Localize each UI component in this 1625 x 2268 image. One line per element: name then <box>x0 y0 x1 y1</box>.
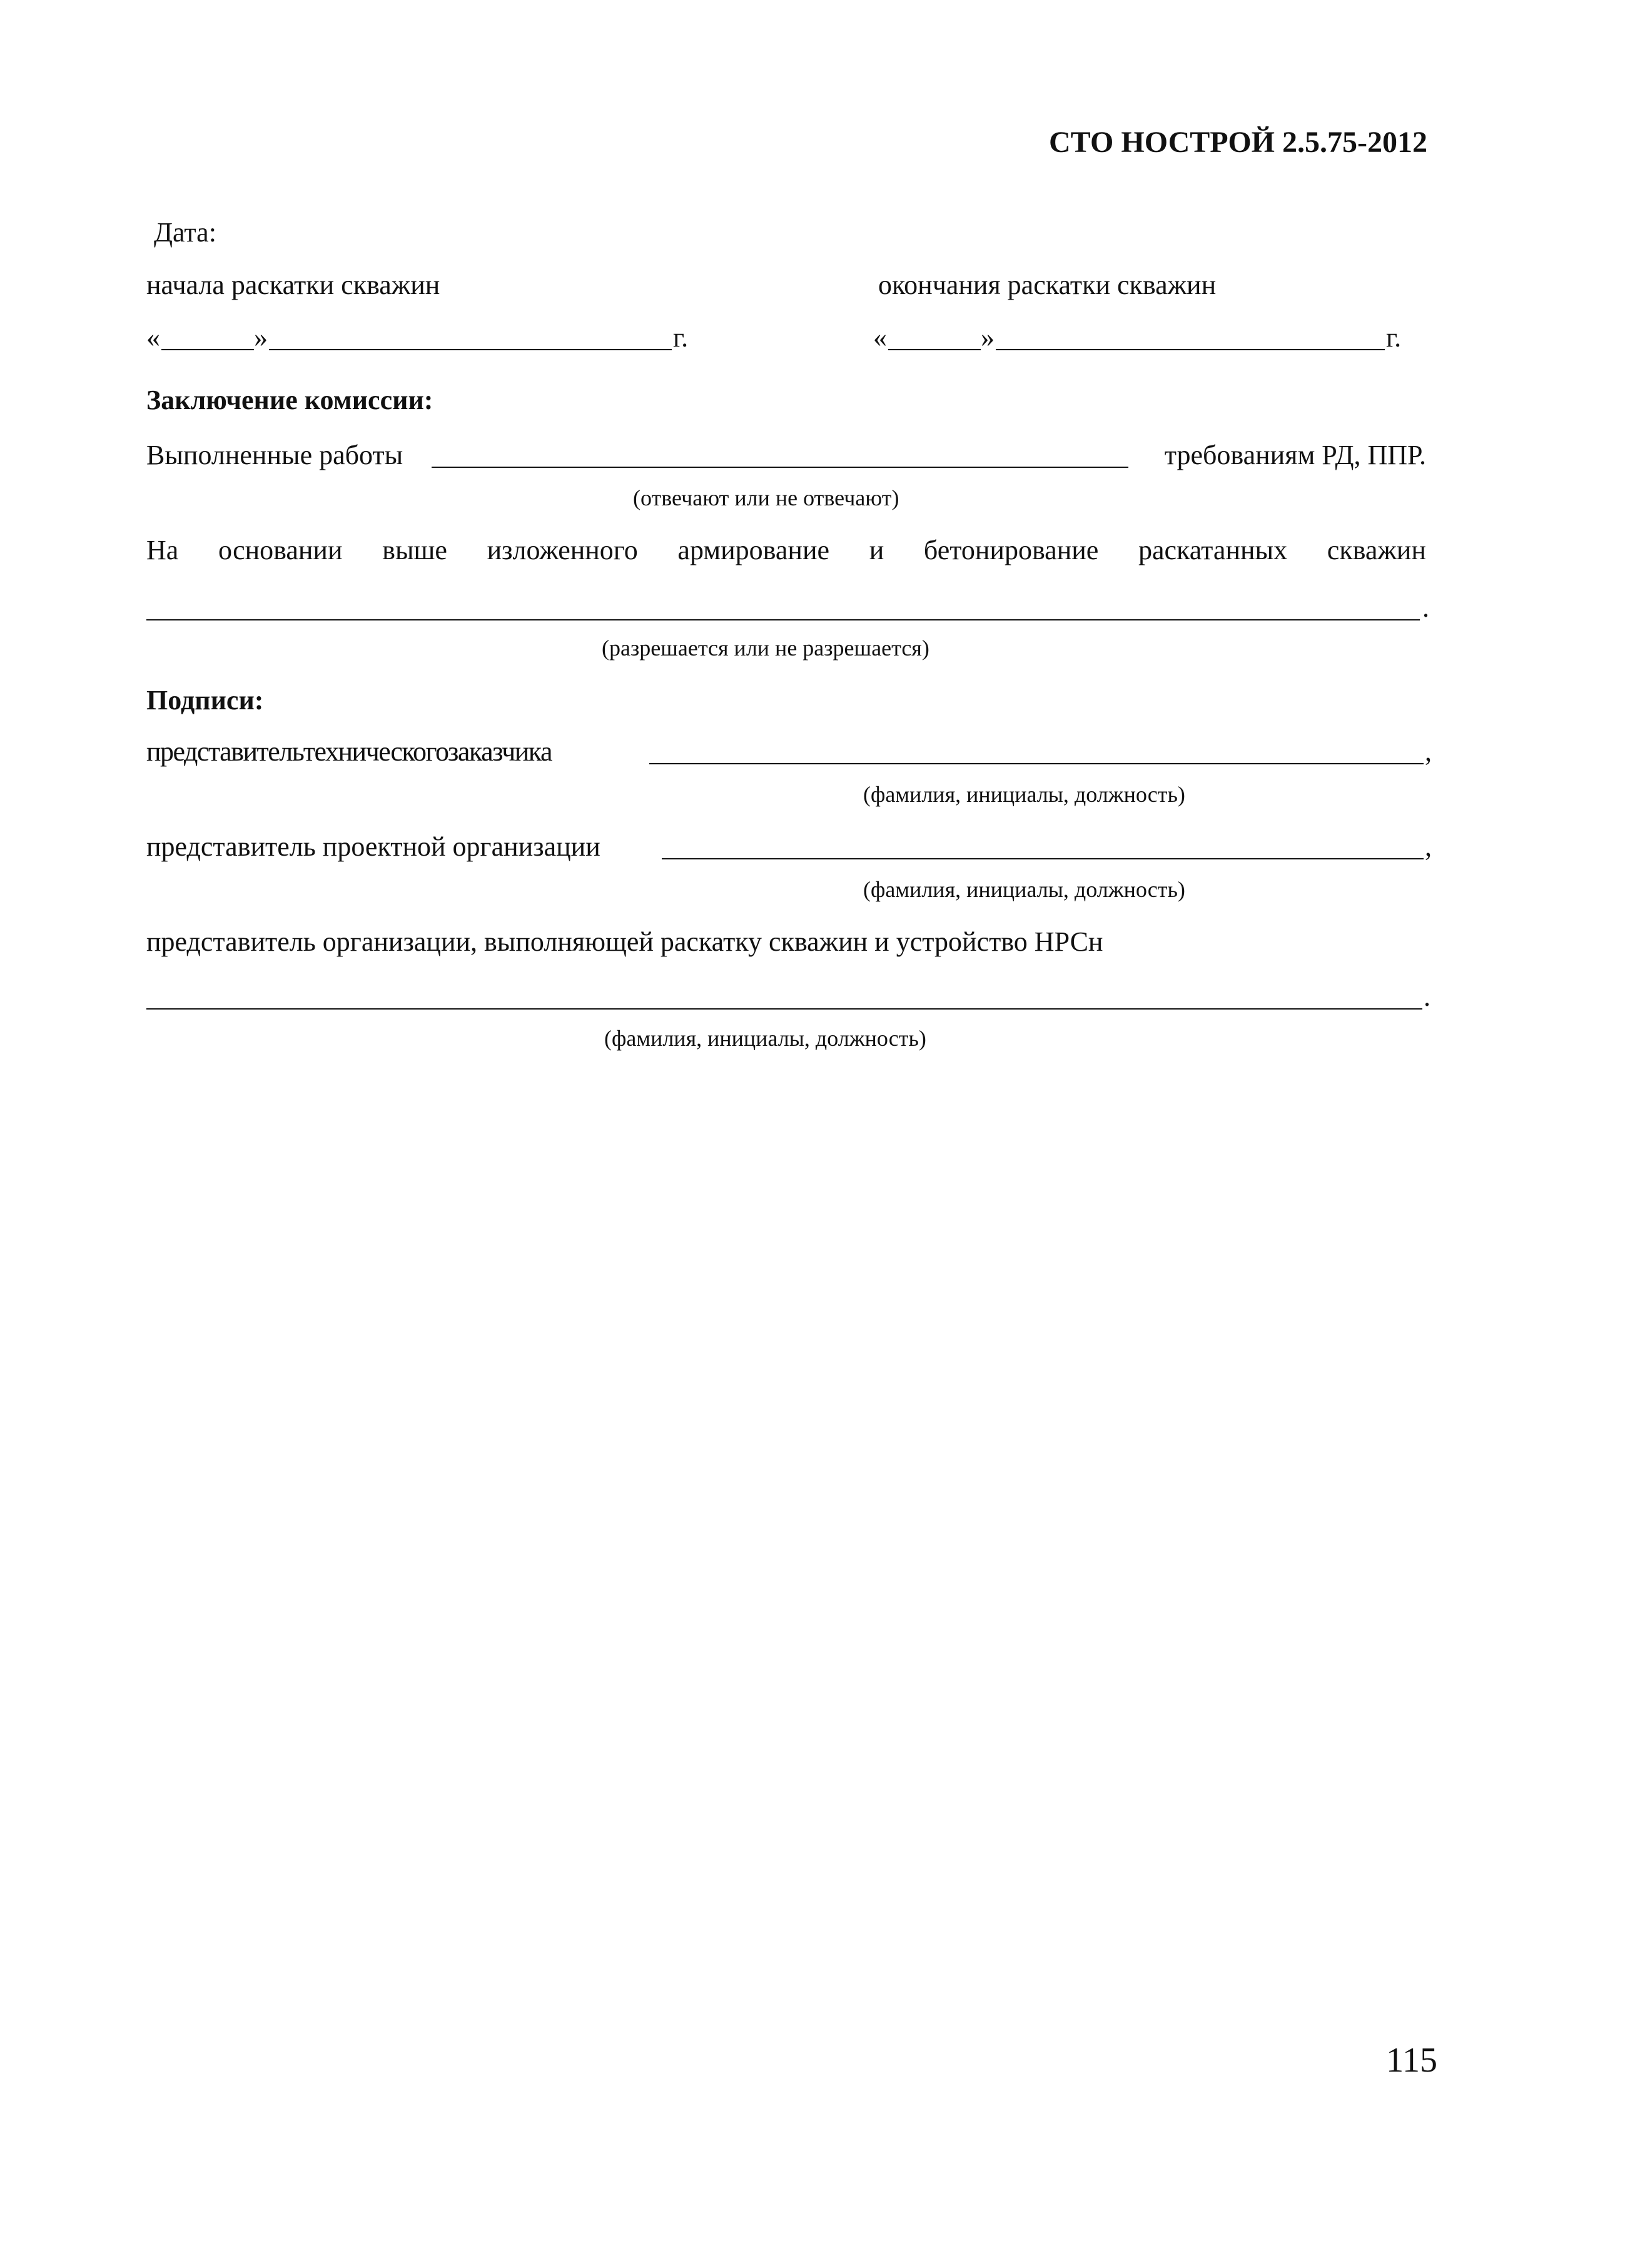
basis-word: выше <box>382 535 447 565</box>
works-compliance-field[interactable] <box>432 467 1128 468</box>
page-number: 115 <box>1386 2041 1437 2080</box>
basis-end: . <box>1422 592 1429 623</box>
end-month-line <box>996 349 1385 350</box>
works-suffix: требованиям РД, ППР. <box>1164 440 1426 470</box>
basis-decision-field[interactable] <box>146 619 1420 620</box>
works-hint: (отвечают или не отвечают) <box>633 485 899 510</box>
start-close-quote: » <box>254 322 268 353</box>
basis-word: и <box>869 535 884 565</box>
date-label: Дата: <box>154 217 216 248</box>
end-open-quote: « <box>873 322 887 353</box>
design-end: , <box>1425 831 1432 862</box>
basis-word: основании <box>218 535 343 565</box>
start-open-quote: « <box>146 322 160 353</box>
conclusion-heading: Заключение комиссии: <box>146 385 433 415</box>
basis-hint: (разрешается или не разрешается) <box>602 635 929 661</box>
start-date-label: начала раскатки скважин <box>146 270 440 300</box>
customer-signature-field[interactable] <box>649 763 1424 764</box>
basis-word: На <box>146 535 179 565</box>
end-year-suffix: г. <box>1386 322 1402 353</box>
start-month-line <box>269 349 672 350</box>
signatures-heading: Подписи: <box>146 685 264 716</box>
contractor-label: представитель организации, выполняющей раскатку скважин и устройство НРСн <box>146 926 1103 957</box>
contractor-hint: (фамилия, инициалы, должность) <box>604 1026 926 1051</box>
end-close-quote: » <box>981 322 995 353</box>
design-signature-field[interactable] <box>662 858 1424 859</box>
end-date-label: окончания раскатки скважин <box>878 270 1217 300</box>
customer-label: представитель технического заказчика <box>146 736 552 767</box>
basis-word: армирование <box>677 535 830 565</box>
basis-word: изложенного <box>487 535 638 565</box>
basis-word: раскатанных <box>1138 535 1288 565</box>
basis-word: бетонирование <box>923 535 1099 565</box>
end-day-line <box>888 349 981 350</box>
start-year-suffix: г. <box>673 322 689 353</box>
works-prefix: Выполненные работы <box>146 440 403 470</box>
start-day-line <box>161 349 254 350</box>
customer-end: , <box>1425 736 1432 767</box>
design-label: представитель проектной организации <box>146 831 600 862</box>
design-hint: (фамилия, инициалы, должность) <box>863 877 1185 902</box>
contractor-end: . <box>1424 981 1430 1012</box>
customer-hint: (фамилия, инициалы, должность) <box>863 782 1185 807</box>
document-code: СТО НОСТРОЙ 2.5.75-2012 <box>1048 126 1427 159</box>
contractor-signature-field[interactable] <box>146 1008 1422 1010</box>
basis-word: скважин <box>1327 535 1426 565</box>
basis-sentence <box>146 537 1426 564</box>
